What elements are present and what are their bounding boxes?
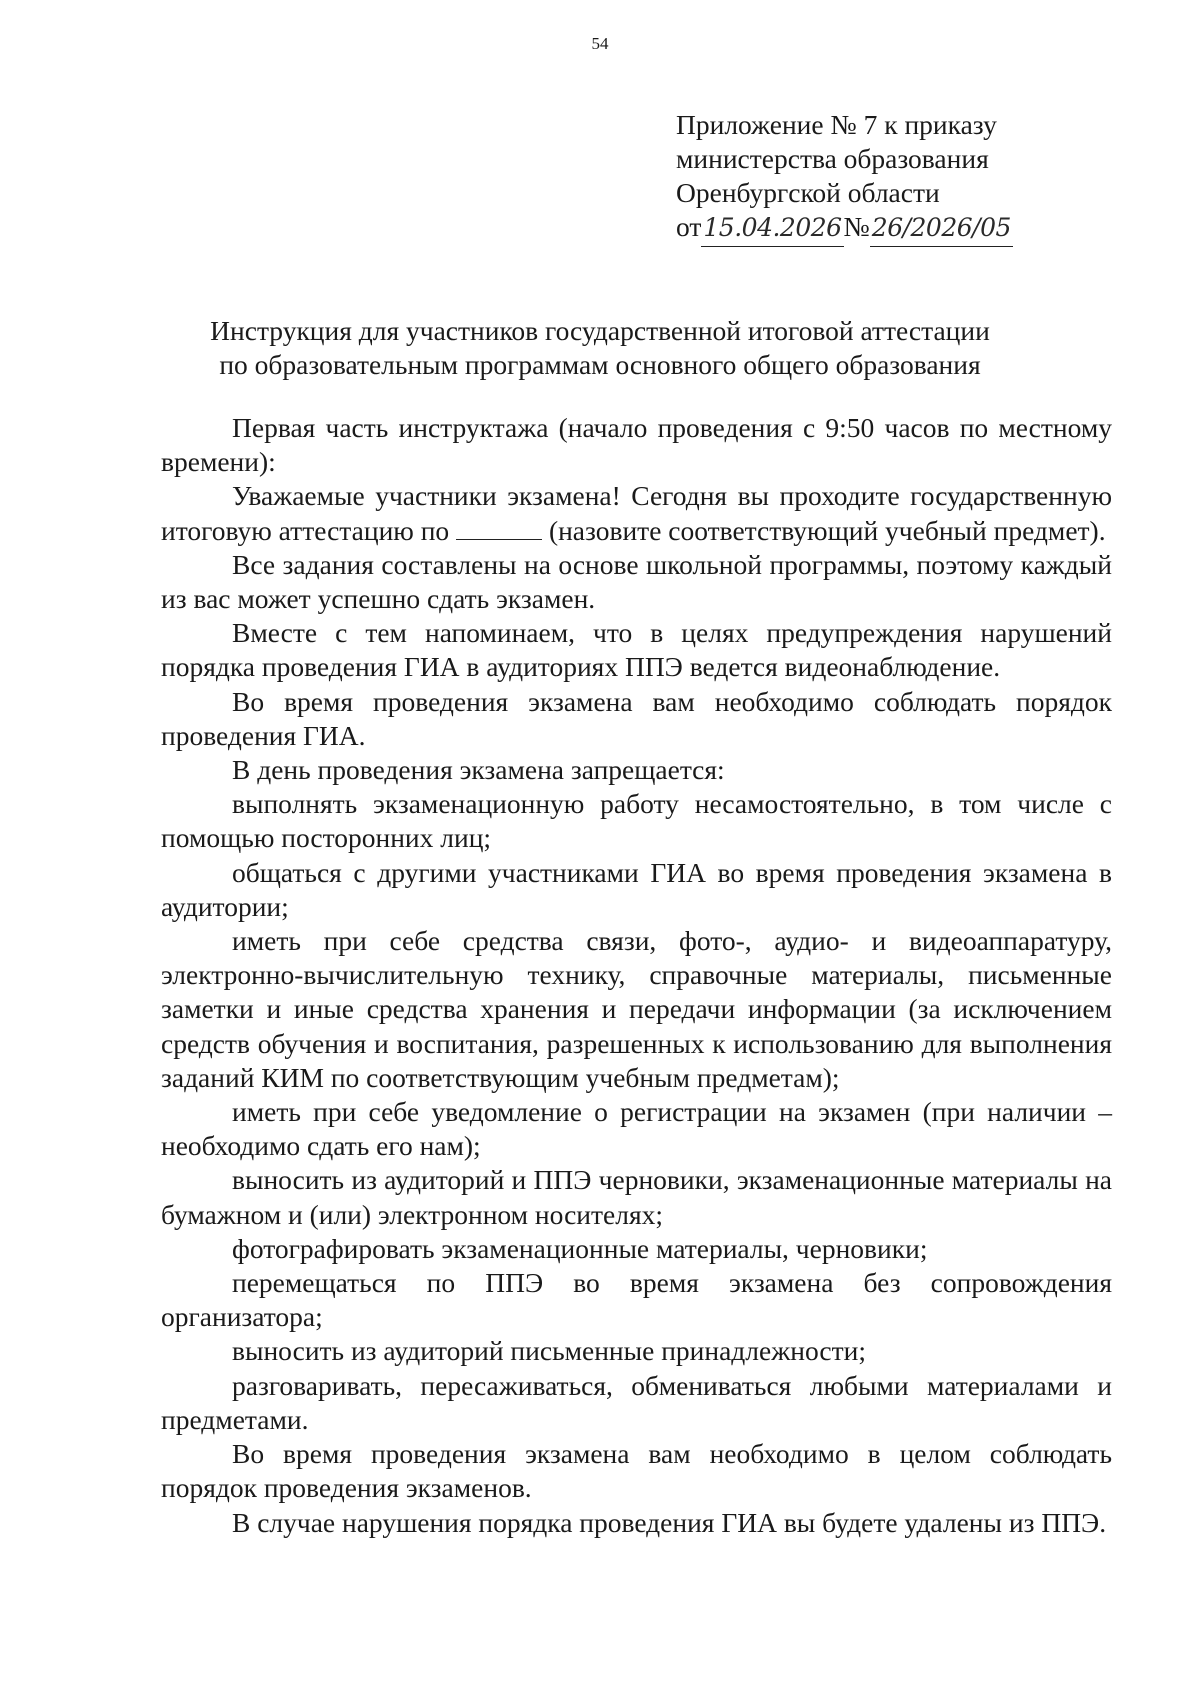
prohibited-item-7: перемещаться по ППЭ во время экзамена без сопровождения организатора;: [161, 1267, 1112, 1333]
appendix-line-2: министерства образования: [676, 143, 989, 174]
prohibited-item-4: иметь при себе уведомление о регистрации на экзамен (при наличии – необходимо сдать его нам);: [161, 1096, 1112, 1162]
greeting-text-end: (назовите соответствующий учебный предмет).: [548, 514, 1106, 546]
order-prefix: от: [676, 211, 702, 242]
paragraph-violation: В случае нарушения порядка проведения ГИА вы будете удалены из ППЭ.: [232, 1506, 1107, 1538]
order-number-handwritten: 26/2026/05: [870, 211, 1013, 247]
prohibited-item-3: иметь при себе средства связи, фото-, аудио- и видеоаппаратуру, электронно-вычислительную технику, справочные материалы, письменные заметки и иные средства хранения и передачи информации (за исключением средств обучения и воспитания, разрешенных к использованию для выполнения заданий КИМ по соответствующим учебным предметам);: [161, 925, 1112, 1093]
instruction-body: [161, 411, 1112, 1540]
order-date-handwritten: 15.04.2026: [701, 211, 843, 247]
document-title-line-1: Инструкция для участников государственной итоговой аттестации: [210, 315, 990, 346]
greeting-text: Уважаемые участники экзамена! Сегодня вы проходите государственную итоговую аттестацию по: [161, 480, 1112, 546]
appendix-header: [676, 108, 1116, 247]
paragraph-greeting: [161, 479, 1112, 547]
appendix-line-3: Оренбургской области: [676, 177, 940, 208]
document-title-line-2: по образовательным программам основного общего образования: [219, 349, 981, 380]
prohibited-item-2: общаться с другими участниками ГИА во время проведения экзамена в аудитории;: [161, 856, 1112, 922]
document-title: [0, 314, 1200, 382]
order-number-sign: №: [843, 211, 870, 242]
prohibited-item-5: выносить из аудиторий и ППЭ черновики, экзаменационные материалы на бумажном и (или) электронном носителях;: [161, 1164, 1112, 1230]
paragraph-video: Вместе с тем напоминаем, что в целях предупреждения нарушений порядка проведения ГИА в аудиториях ППЭ ведется видеонаблюдение.: [161, 617, 1112, 683]
paragraph-tasks: Все задания составлены на основе школьной программы, поэтому каждый из вас может успешно сдать экзамен.: [161, 548, 1112, 615]
paragraph-prohibited-heading: В день проведения экзамена запрещается:: [232, 754, 725, 786]
prohibited-item-6: фотографировать экзаменационные материалы, черновики;: [232, 1232, 928, 1264]
paragraph-order: Во время проведения экзамена вам необходимо соблюдать порядок проведения ГИА.: [161, 685, 1112, 751]
page-number: 54: [591, 34, 609, 53]
prohibited-item-1: выполнять экзаменационную работу несамостоятельно, в том числе с помощью посторонних лиц;: [161, 788, 1112, 854]
prohibited-item-8: выносить из аудиторий письменные принадлежности;: [232, 1335, 866, 1367]
subject-blank: [456, 519, 542, 540]
paragraph-intro: Первая часть инструктажа (начало проведения с 9:50 часов по местному времени):: [161, 412, 1112, 478]
prohibited-item-9: разговаривать, пересаживаться, обмениваться любыми материалами и предметами.: [161, 1369, 1112, 1435]
appendix-line-1: Приложение № 7 к приказу: [676, 109, 997, 140]
paragraph-general-order: Во время проведения экзамена вам необходимо в целом соблюдать порядок проведения экзаменов.: [161, 1438, 1112, 1504]
order-reference: [676, 210, 1116, 247]
